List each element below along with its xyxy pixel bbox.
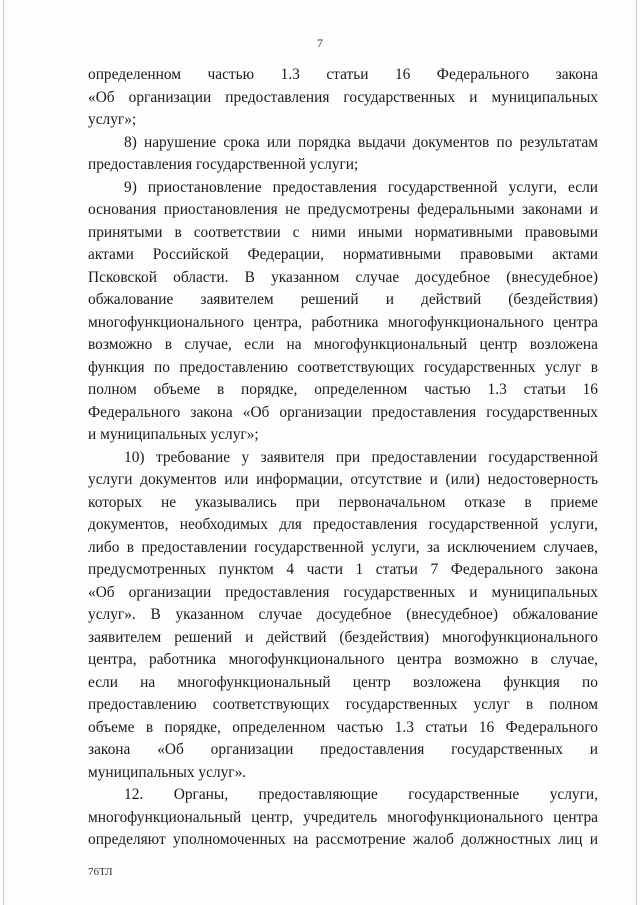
- text-line: 8) нарушение срока или порядка выдачи документов по результатам: [124, 134, 598, 151]
- text-line: принятыми в соответствии с ними иными нормативными правовыми: [88, 224, 598, 241]
- text-line: возможно в случае, если на многофункциональный центр возложена: [88, 336, 598, 353]
- text-line: функция по предоставлению соответствующих государственных услуг в: [88, 359, 598, 376]
- scan-edge-left: [3, 0, 4, 905]
- text-line: услуги документов или информации, отсутствие и (или) недостоверность: [88, 471, 598, 488]
- page-number: 7: [317, 36, 323, 50]
- text-line: заявителем решений и действий (бездействия) многофункционального: [88, 629, 598, 646]
- text-line: муниципальных услуг».: [88, 764, 247, 781]
- text-line: полном объеме в порядке, определенном частью 1.3 статьи 16: [88, 381, 598, 398]
- scan-edge-right: [636, 0, 637, 905]
- text-line: либо в предоставлении государственной услуги, за исключением случаев,: [88, 539, 598, 556]
- text-line: Федерального закона «Об организации предоставления государственных: [88, 404, 598, 421]
- text-line: Псковской области. В указанном случае досудебное (внесудебное): [88, 269, 598, 286]
- text-line: если на многофункциональный центр возложена функция по: [88, 674, 598, 691]
- text-line: «Об организации предоставления государственных и муниципальных: [88, 89, 598, 106]
- text-line: закона «Об организации предоставления государственных и: [88, 741, 598, 758]
- text-line: и муниципальных услуг»;: [88, 426, 259, 443]
- text-line: актами Российской Федерации, нормативными правовыми актами: [88, 246, 598, 263]
- text-line: услуг»;: [88, 111, 137, 128]
- footer-code: 76ТЛ: [88, 866, 113, 878]
- text-line: услуг». В указанном случае досудебное (внесудебное) обжалование: [88, 606, 598, 623]
- text-line: определяют уполномоченных на рассмотрение жалоб должностных лиц и: [88, 831, 598, 848]
- text-line: объеме в порядке, определенном частью 1.3 статьи 16 Федерального: [88, 719, 598, 736]
- text-line: определенном частью 1.3 статьи 16 Федерального закона: [88, 66, 598, 83]
- text-line: многофункциональный центр, учредитель многофункционального центра: [88, 809, 598, 826]
- text-line: которых не указывались при первоначальном отказе в приеме: [88, 494, 598, 511]
- text-line: центра, работника многофункционального центра возможно в случае,: [88, 651, 598, 668]
- text-line: «Об организации предоставления государственных и муниципальных: [88, 584, 598, 601]
- text-line: обжалование заявителем решений и действий (бездействия): [88, 291, 598, 308]
- text-line: 9) приостановление предоставления государственной услуги, если: [124, 179, 598, 196]
- text-line: 12. Органы, предоставляющие государственные услуги,: [124, 786, 598, 803]
- text-line: документов, необходимых для предоставления государственной услуги,: [88, 516, 598, 533]
- text-line: предоставления государственной услуги;: [88, 156, 359, 173]
- text-line: предоставлению соответствующих государственных услуг в полном: [88, 696, 598, 713]
- text-line: многофункционального центра, работника многофункционального центра: [88, 314, 598, 331]
- text-line: 10) требование у заявителя при предоставлении государственной: [124, 449, 598, 466]
- text-line: предусмотренных пунктом 4 части 1 статьи 7 Федерального закона: [88, 561, 598, 578]
- text-line: основания приостановления не предусмотрены федеральными законами и: [88, 201, 598, 218]
